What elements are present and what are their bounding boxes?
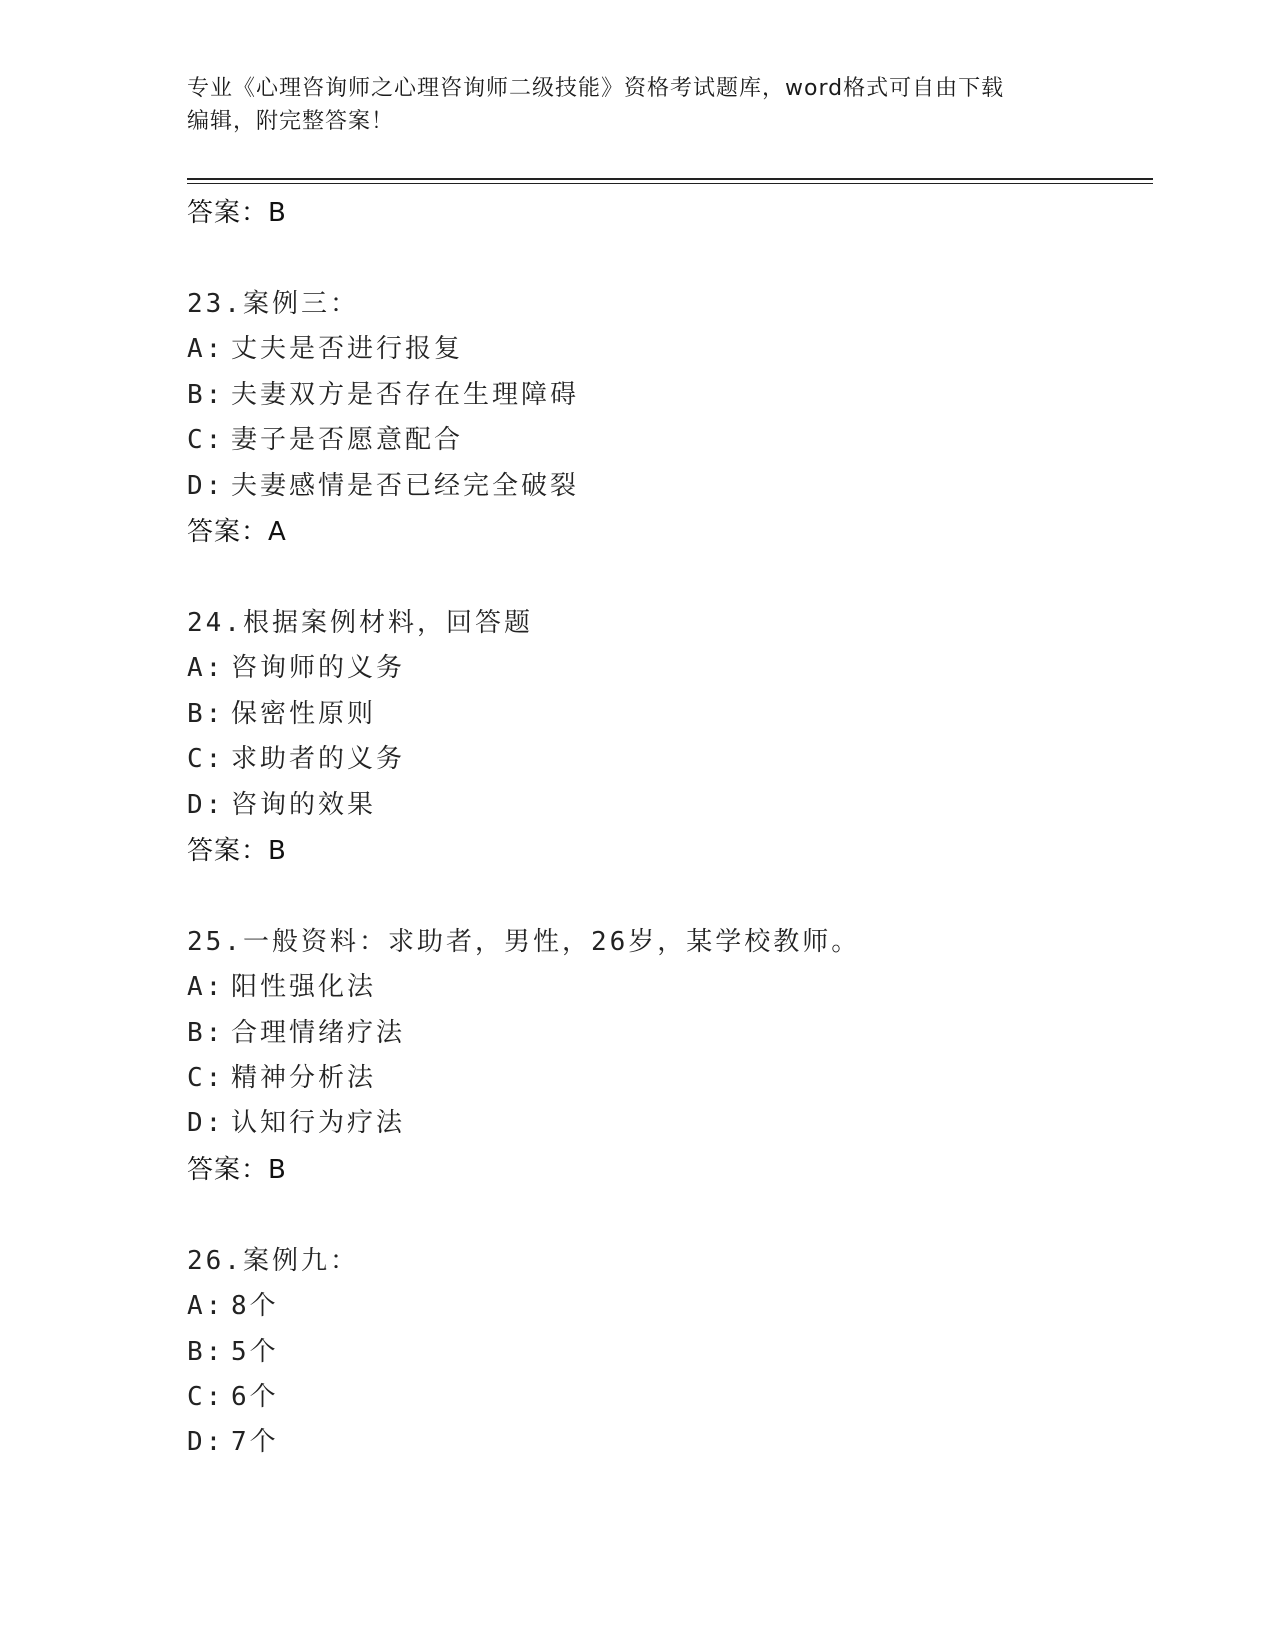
option-text: 阳性强化法 — [231, 972, 377, 1003]
option-a — [187, 965, 1147, 1010]
option-key: D: — [187, 1108, 225, 1139]
question-block — [187, 920, 1147, 1193]
option-d — [187, 1101, 1147, 1146]
option-a — [187, 1284, 1147, 1329]
option-key: C: — [187, 1382, 225, 1413]
option-key: C: — [187, 425, 225, 456]
option-b — [187, 1011, 1147, 1056]
question-block — [187, 282, 1147, 555]
option-a — [187, 327, 1147, 372]
option-text: 8个 — [231, 1291, 279, 1322]
header-line-2: 编辑，附完整答案！ — [187, 109, 395, 134]
option-text: 7个 — [231, 1427, 279, 1458]
option-text: 咨询的效果 — [231, 789, 377, 820]
option-a — [187, 646, 1147, 691]
question-title: 25.一般资料：求助者，男性，26岁，某学校教师。 — [187, 926, 861, 957]
question-block — [187, 1239, 1147, 1466]
option-key: B: — [187, 1017, 225, 1048]
option-key: D: — [187, 1427, 225, 1458]
answer-line: 答案：B — [187, 835, 287, 866]
option-text: 认知行为疗法 — [231, 1108, 406, 1139]
option-text: 合理情绪疗法 — [231, 1017, 406, 1048]
option-text: 夫妻双方是否存在生理障碍 — [231, 379, 580, 410]
option-text: 妻子是否愿意配合 — [231, 425, 464, 456]
answer-line: 答案：B — [187, 1154, 287, 1185]
option-text: 5个 — [231, 1336, 279, 1367]
option-key: A: — [187, 334, 225, 365]
option-key: C: — [187, 1063, 225, 1094]
option-key: B: — [187, 1336, 225, 1367]
option-text: 6个 — [231, 1382, 279, 1413]
option-text: 夫妻感情是否已经完全破裂 — [231, 470, 580, 501]
option-key: B: — [187, 379, 225, 410]
option-text: 丈夫是否进行报复 — [231, 334, 464, 365]
header-line-1: 专业《心理咨询师之心理咨询师二级技能》资格考试题库，word格式可自由下载 — [187, 76, 1005, 101]
header-divider — [187, 178, 1153, 180]
option-key: D: — [187, 470, 225, 501]
question-title: 26.案例九： — [187, 1245, 359, 1276]
option-text: 咨询师的义务 — [231, 653, 406, 684]
answer-line: 答案：A — [187, 516, 287, 547]
header-divider-thin — [187, 183, 1153, 184]
option-text: 精神分析法 — [231, 1063, 377, 1094]
option-b — [187, 692, 1147, 737]
option-key: C: — [187, 744, 225, 775]
option-c — [187, 1056, 1147, 1101]
option-d — [187, 464, 1147, 509]
question-title: 24.根据案例材料，回答题 — [187, 607, 533, 638]
option-c — [187, 737, 1147, 782]
question-title: 23.案例三： — [187, 289, 359, 319]
option-text: 保密性原则 — [231, 698, 377, 729]
option-key: A: — [187, 1291, 225, 1322]
option-d — [187, 783, 1147, 828]
answer-line: 答案：B — [187, 198, 287, 228]
question-list — [187, 190, 1147, 1466]
option-b — [187, 373, 1147, 418]
option-c — [187, 1375, 1147, 1420]
option-key: A: — [187, 653, 225, 684]
option-text: 求助者的义务 — [231, 744, 406, 775]
option-c — [187, 418, 1147, 463]
option-b — [187, 1330, 1147, 1375]
document-header — [187, 72, 1087, 138]
question-block — [187, 601, 1147, 874]
option-key: A: — [187, 972, 225, 1003]
option-key: D: — [187, 789, 225, 820]
option-key: B: — [187, 698, 225, 729]
option-d — [187, 1420, 1147, 1465]
